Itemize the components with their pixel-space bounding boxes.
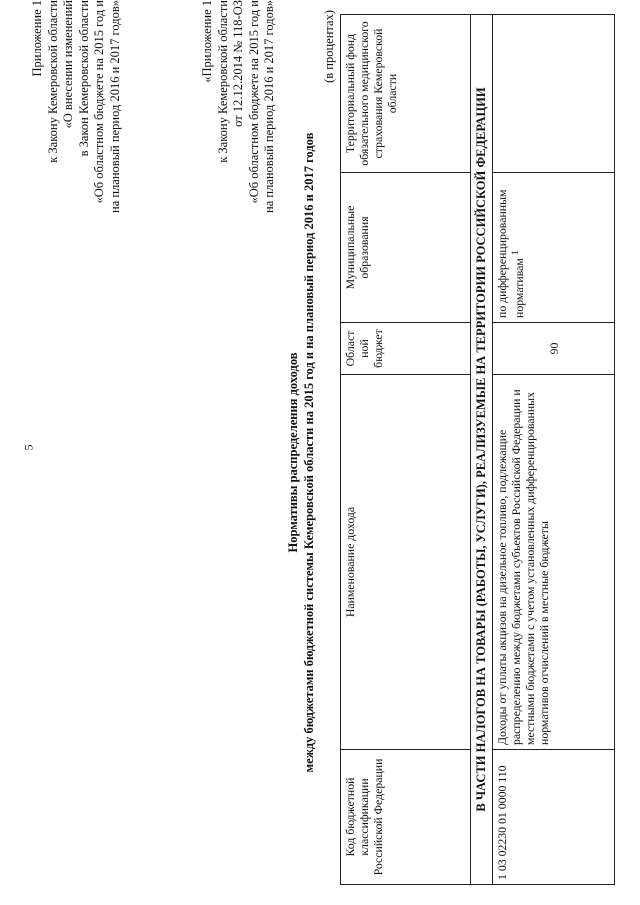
attachment-line: «Об областном бюджете на 2015 год и: [246, 0, 261, 204]
table-row: [493, 15, 615, 885]
attachment-line: на плановый период 2016 и 2017 годов»: [107, 0, 122, 213]
cell-regional: 90: [493, 323, 615, 375]
section-row: [471, 15, 493, 885]
unit-note: (в процентах): [322, 10, 336, 83]
header-municipal: Муниципальные образования: [341, 173, 471, 323]
section-heading: В ЧАСТИ НАЛОГОВ НА ТОВАРЫ (РАБОТЫ, УСЛУГИ), РЕАЛИЗУЕМЫЕ НА ТЕРРИТОРИИ РОССИЙСКОЙ ФЕДЕРАЦИИ: [471, 15, 493, 885]
document-subtitle: между бюджетами бюджетной системы Кемеровской области на 2015 год и на плановый период 2016 и 2017 годов: [302, 132, 316, 773]
attachment-line: на плановый период 2016 и 2017 годов»: [262, 0, 277, 213]
page-number: 5: [21, 444, 36, 451]
norms-table: [340, 14, 615, 885]
attachment-line: «О внесении изменений: [61, 0, 76, 129]
attachment-line: «Приложение 1: [200, 0, 214, 83]
document-title: Нормативы распределения доходов: [286, 352, 300, 553]
table-header-row: [341, 15, 471, 885]
cell-municipal-text: по дифференцированным нормативам: [495, 189, 526, 318]
cell-municipal: [493, 173, 615, 323]
cell-name: Доходы от уплаты акцизов на дизельное топливо, подлежащие распределению между бюджетами субъектов Российской Федерации и местными бюджетами с учетом установленных дифференцированных нормативов отчислений в местные бюджеты: [493, 375, 615, 750]
attachment-line: Приложение 1: [30, 0, 44, 77]
footnote-marker: 1: [510, 250, 521, 256]
attachment-line: к Закону Кемеровской области: [215, 0, 230, 163]
attachment-header-current: [30, 0, 124, 520]
header-fund: Территориальный фонд обязательного медицинского страхования Кемеровской области: [341, 15, 471, 173]
cell-code: 1 03 02230 01 0000 110: [493, 750, 615, 885]
attachment-line: от 12.12.2014 № 118-ОЗ: [231, 0, 246, 127]
header-regional: Област ной бюджет: [341, 323, 471, 375]
attachment-line: «Об областном бюджете на 2015 год и: [92, 0, 107, 204]
cell-fund: [493, 15, 615, 173]
attachment-line: в Закон Кемеровской области: [76, 0, 91, 157]
attachment-line: к Закону Кемеровской области: [45, 0, 60, 163]
header-code: Код бюджетной классификации Российской Федерации: [341, 750, 471, 885]
attachment-header-original: [200, 0, 278, 520]
header-name: Наименование дохода: [341, 375, 471, 750]
